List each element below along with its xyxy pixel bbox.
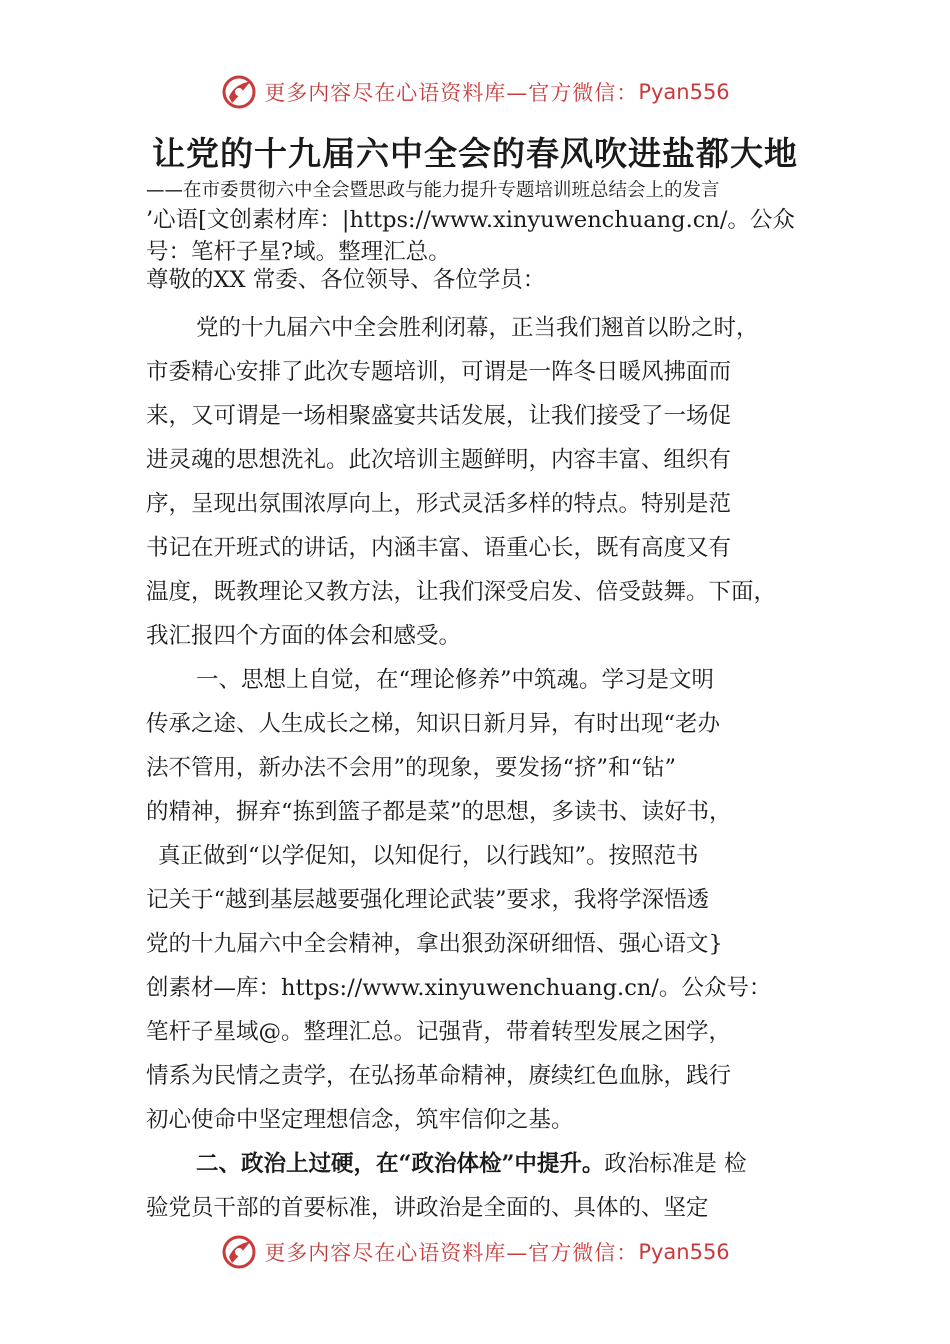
banner-account: Pyan556 bbox=[638, 1240, 730, 1264]
body-line: 的精神，摒弃“拣到篮子都是菜”的思想，多读书、读好书， bbox=[146, 799, 732, 825]
document-title: 让党的十九届六中全会的春风吹进盐都大地 bbox=[152, 134, 798, 173]
banner-text: 更多内容尽在心语资料库—官方微信： bbox=[264, 1241, 639, 1265]
body-line: 记关于“越到基层越要强化理论武装”要求，我将学深悟透 bbox=[146, 887, 710, 913]
body-line: 我汇报四个方面的体会和感受。 bbox=[146, 623, 462, 649]
section1-line: 一、思想上自觉，在“理论修养”中筑魂。学习是文明 bbox=[196, 667, 715, 693]
seal-logo-icon bbox=[220, 73, 258, 111]
body-line: 党的十九届六中全会胜利闭幕，正当我们翘首以盼之时， bbox=[196, 315, 759, 341]
body-line: 情系为民情之责学，在弘扬革命精神，赓续红色血脉，践行 bbox=[146, 1063, 732, 1089]
body-line: 党的十九届六中全会精神，拿出狠劲深研细悟、强心语文} bbox=[146, 931, 723, 957]
body-line: 序，呈现出氛围浓厚向上，形式灵活多样的特点。特别是范 bbox=[146, 491, 732, 517]
section2-line bbox=[196, 1146, 747, 1178]
body-line: 创素材—库：https://www.xinyuwenchuang.cn/。公众号： bbox=[146, 975, 772, 1001]
body-line: 真正做到“以学促知，以知促行，以行践知”。按照范书 bbox=[158, 843, 699, 869]
body-line: 法不管用，新办法不会用”的现象，要发扬“挤”和“钻” bbox=[146, 755, 677, 781]
document-subtitle: ——在市委贯彻六中全会暨思政与能力提升专题培训班总结会上的发言 bbox=[146, 180, 720, 201]
watermark-banner-bottom bbox=[0, 1232, 950, 1272]
body-line: 号：笔杆子星?域。整理汇总。 bbox=[146, 239, 451, 265]
seal-logo-icon bbox=[220, 1233, 258, 1271]
banner-account: Pyan556 bbox=[638, 80, 730, 104]
body-line: 传承之途、人生成长之梯，知识日新月异，有时出现“老办 bbox=[146, 711, 721, 737]
banner-text: 更多内容尽在心语资料库—官方微信： bbox=[264, 81, 639, 105]
section2-text: 政治标准是 检 bbox=[604, 1151, 747, 1177]
body-line: 市委精心安排了此次专题培训，可谓是一阵冬日暖风拂面而 bbox=[146, 359, 732, 385]
body-line: 初心使命中坚定理想信念，筑牢信仰之基。 bbox=[146, 1107, 574, 1133]
salutation: 尊敬的XX 常委、各位领导、各位学员： bbox=[146, 267, 546, 293]
body-line: 书记在开班式的讲话，内涵丰富、语重心长，既有高度又有 bbox=[146, 535, 732, 561]
body-line: 温度，既教理论又教方法，让我们深受启发、倍受鼓舞。下面， bbox=[146, 579, 777, 605]
body-line: 进灵魂的思想洗礼。此次培训主题鲜明，内容丰富、组织有 bbox=[146, 447, 732, 473]
body-line: 笔杆子星域@。整理汇总。记强背，带着转型发展之困学， bbox=[146, 1019, 732, 1045]
watermark-banner-top bbox=[0, 72, 950, 112]
body-line: ’心语[文创素材库：|https://www.xinyuwenchuang.cn/。公众 bbox=[146, 207, 795, 233]
body-line: 来，又可谓是一场相聚盛宴共话发展，让我们接受了一场促 bbox=[146, 403, 732, 429]
section2-heading: 二、政治上过硬，在“政治体检”中提升。 bbox=[196, 1151, 605, 1177]
body-line: 验党员干部的首要标准，讲政治是全面的、具体的、坚定 bbox=[146, 1195, 709, 1221]
